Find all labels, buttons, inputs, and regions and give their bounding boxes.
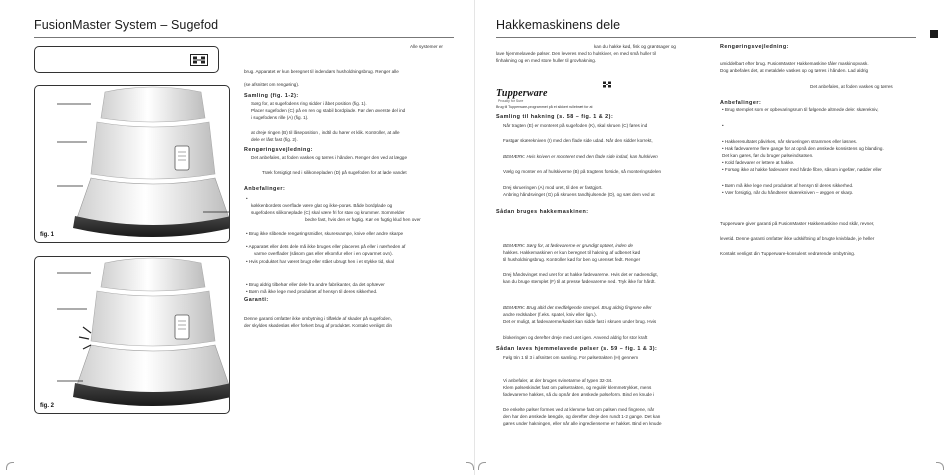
left-text-line: brug. Apparatet er kun beregnet til indendørs husholdningsbrug. Renger alle [244,69,399,74]
right-text-line: Fastgør skærekniven (I) med den flade side udad. Når den sidder korrekt, [503,138,653,143]
suction-base-illustration-2 [35,257,230,414]
right-text-line: • Børn må ikke lege med produktet af hensyn til deres sikkerhed. [722,183,854,188]
right-text-line: til husholdningsbrug. Kontroller kød for ben og urenset fedt. Renger [503,257,641,262]
crop-mark [466,462,474,470]
right-note-line: BEMÆRK: Brug altid det medfølgende stempel. Brug aldrig fingrene eller [503,305,652,310]
page-fold-divider [474,0,475,475]
right-title-rule [496,37,916,38]
right-text-line: levetid. Denne garanti omfatter ikke udskiftning af brugte knivblade, je heller [720,236,875,241]
right-text-line: Dog anbefales det, at metaldele vaskes op og tørres i hånden. Lad aldrig [720,68,869,73]
left-text-line: • Brug ikke slibende rengøringsmidler, skuresvampe, knive eller andre skarpe [246,231,404,236]
right-text-line: andre redskaber (f.eks. spatel, kniv eller lign.). [503,312,597,317]
right-text-line: • Forsøg ikke at hakke fødevarer med hårde fibre, såsom ingefær, nødder eller [722,167,882,172]
right-text-line: • Brug stemplet som er opbevaringsrum til følgende altmede dele: skærekniv, [722,107,879,112]
left-section-heading: Rengøringsvejledning: [244,147,313,153]
left-text-line: Alle systemer er [410,44,443,49]
right-text-line: finhakning og en med store huller til grovhakning. [496,58,597,63]
right-text-line: Det kan gøres, før du bruger pølseindsatsen. [722,153,814,158]
crop-mark [936,462,944,470]
page-marker-square [930,30,938,38]
right-section-heading: Rengøringsvejledning: [720,44,789,50]
right-text-line: Drej håndsvinget med uret for at hakke fødevarerne. Hvis det er nødvendigt, [503,272,658,277]
right-text-line: Når tragten (E) er monteret på sugefoden (K), skal skruen (C) føres ind [503,123,648,128]
left-text-line: sugefodens silikoneplade (C) skal være fri for støv og krummer. Sommelder [251,210,405,215]
right-section-heading: Sådan laves hjemmelavede pølser (s. 59 – fig. 1 & 3): [496,346,658,352]
tupperware-logo: Tupperware [496,88,548,99]
right-note-line: BEMÆRK: Sørg for, at fødevarerne er grundigt optøet, inden de [503,243,633,248]
left-text-line: varme overflader (såsom gas eller elkomfur eller i en opvarmet ovn). [254,251,393,256]
left-text-line: • Apparatet eller dets dele må ikke bruges eller placeres på eller i nærheden af [246,244,406,249]
right-text-line: • Kold fødevarer er lettere at hakke. [722,160,795,165]
right-section-heading: Sådan bruges hakkemaskinen: [496,209,589,215]
right-text-line: Følg trin 1 til 3 i afsnittet om samling. For pølsetrakten (H) gennem [503,355,639,360]
left-text-line: dele er låst fast (fig. 2). [251,137,298,142]
left-text-line: køkkenbordets overflade være glat og ikke-porøs. Både bordplade og [251,203,393,208]
right-text-line: Anbring håndsvinget (G) på skruens tandhjulsende (D), og sæt dem ved at [503,192,655,197]
right-section-heading: Samling til hakning (s. 58 – fig. 1 & 2): [496,114,614,120]
right-note-line: BEMÆRK: Hvis kniven er monteret med den flade side indad, kan hulskiven [503,154,658,159]
figure-1-label: fig. 1 [40,232,55,238]
right-text-line: kan du hakke kød, fisk og grøntsager og [594,44,676,49]
left-text-line: der skyldes skødesløs eller forkert brug af produktet. Kontakt venligst din [244,323,393,328]
right-page-title: Hakkemaskinens dele [496,18,621,32]
left-text-line: (se afsnittet om rengøring). [244,82,300,87]
right-text-line: Klem pølseskindet fast om pølsetrakten, og regulér klemmetrykket, mens [503,385,652,390]
right-text-line: lave hjemmelavede pølser. Den leveres med to hulskiver, en med små huller til [496,51,656,56]
left-text-line: • Hvis produktet har været brugt eller stået ubrugt hen i et stykke tid, skal [246,259,394,264]
right-text-line: Det anbefales, at foden vaskes og tørres [810,84,893,89]
safety-symbol-icon [601,76,613,85]
right-text-line: Vi anbefaler, at der bruges svinetarme af typen 32-34. [503,378,613,383]
right-text-line: • Hakkeresultatet påvirkes, når skrueringen strammes eller løsnes. [722,139,858,144]
left-section-heading: Anbefalinger: [244,186,286,192]
right-text-line: kan du bruge stemplet (F) til at presse fødevarerne ned. Tryk ikke for hårdt. [503,279,656,284]
right-text-line: Kontakt venligst din Tupperware-konsulent vedrørende ombytning. [720,251,856,256]
left-text-line: Denne garanti omfatter ikke ombytning i tilfælde af skader på sugefoden, [244,316,392,321]
right-text-line: Drej skrueringen (A) mod uret, til den er fastgjort. [503,185,603,190]
right-text-line: fødevarerne hakkes, så du opnår den ønskede pølseform. Bind en knude i [503,392,655,397]
left-text-line: Træk forsigtigt ned i silikonepladen (D) på sugefoden for at løde vandet [262,170,407,175]
left-text-line: • Børn må ikke lege med produktet af hensyn til deres sikkerhed. [246,289,378,294]
suction-base-illustration-1 [35,86,230,243]
right-text-line: Det er muligt, at fødevarerne/kødet kan sidde fast i skruen under brug. Hvis [503,319,657,324]
safety-symbol-icon [190,53,208,65]
right-text-line: gøres under hakningen, eller når alle ingredienserne er hakket. Bind en knude [503,421,662,426]
right-text-line: • [722,123,724,128]
tupperware-tagline: Proudly for Sure [498,99,524,103]
figure-1-panel [34,85,230,243]
crop-mark [6,462,14,470]
right-text-line: Vælg og monter en af hulskiverne (B) på tragtens forside, så monteringsdelen [503,169,662,174]
left-text-line: bedre fast, hvis den er fugtig. Kør en fugtig klud hen over [305,217,421,222]
left-text-line: i sugefodens rille (A) (fig. 1). [251,115,309,120]
right-text-line: • Hak fødevarerne flere gange for at opnå den ønskede konsistens og blanding. [722,146,884,151]
figure-2-panel [34,256,230,414]
right-text-line: De enkelte pølser formes ved at klemme fast om pølsen med fingrene, når [503,407,655,412]
left-text-line: Sørg for, at sugefodens ring sidder i åbet position (fig. 1). [251,101,367,106]
left-text-line: Det anbefales, at foden vaskes og tørres i hånden. Renger den ved at lægge [251,155,408,160]
right-text-line: Brug til Tupperware-programmet på et sikkert rullebræt for at [496,105,593,109]
left-page-title: FusionMaster System – Sugefod [34,18,219,32]
figure-2-label: fig. 2 [40,403,55,409]
left-text-line: • [246,196,248,201]
right-text-line: hakkes. Hakkemaskinen er kun beregnet til hakning af udbenet kød [503,250,641,255]
left-text-line: • Brug aldrig tilbehør eller dele fra andre fabrikanter, da det ophæver [246,282,385,287]
crop-mark [478,462,486,470]
left-text-line: at dreje ringen (B) til låseposition , indtil du hører et klik. Kontroller, at alle [251,130,400,135]
right-section-heading: Anbefalinger: [720,100,762,106]
right-text-line: blokeringen og derefter dreje med uret igen. Anvend aldrig for stor kraft [503,335,648,340]
left-section-heading: Garanti: [244,297,269,303]
right-text-line: den har den ønskede længde, og derefter dreje den rundt 1-2 gange. Det kan [503,414,661,419]
left-text-line: Placer sugefoden (C) på en ren og stabil bordplade. Før den øverste del ind [251,108,406,113]
right-text-line: • Vær forsigtig, når du håndterer skærekniven – æggen er skarp. [722,190,854,195]
left-title-rule [34,37,454,38]
right-text-line: umiddelbart efter brug. FusionMaster Hakkemaskine tåler maskinopvask. [720,61,869,66]
left-section-heading: Samling (fig. 1-2): [244,93,299,99]
right-text-line: Tupperware giver garanti på FusionMaster Hakkemaskine mod skår, revner, [720,221,875,226]
